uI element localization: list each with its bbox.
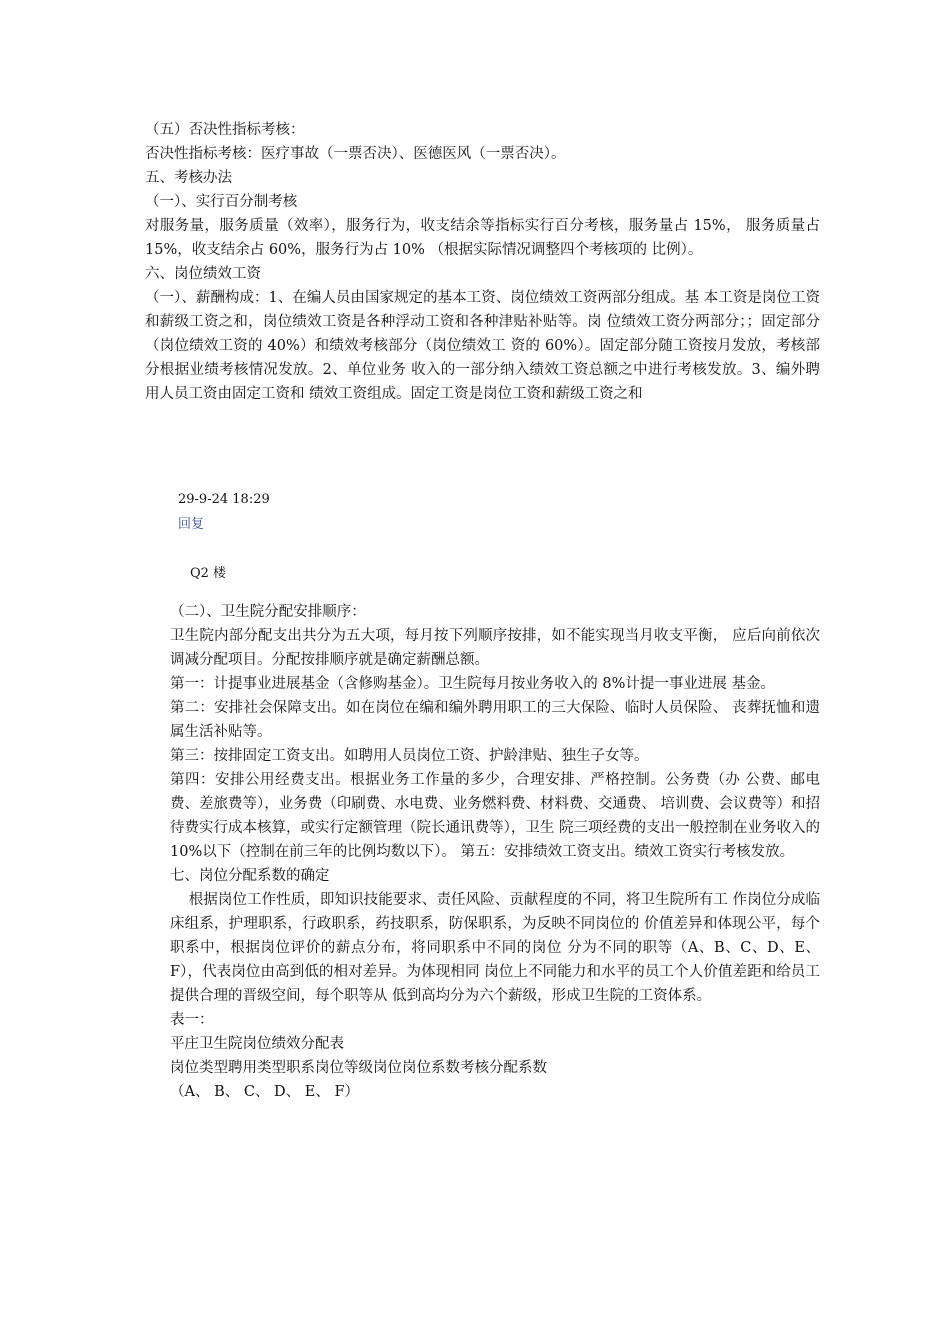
reply-link[interactable]: 回复 (178, 517, 205, 532)
heading-veto-indicator: （五）否决性指标考核： (145, 122, 305, 138)
heading-percentage-assessment: （一）、实行百分制考核 (145, 194, 298, 210)
table-header-row: 岗位类型聘用类型职系岗位等级岗位岗位系数考核分配系数 (170, 1060, 547, 1076)
paragraph-step-four-five: 第四：安排公用经费支出。根据业务工作量的多少，合理安排、严格控制。公务费（办 公费、邮电费、差旅费等），业务费（印刷费、水电费、业务燃料费、材料费、交通费、 培训费、会议费等）和招待费实行成本核算，或实行定额管理（院长通讯费等），卫生 院三项经费的支出一般控制在业务收入的 10%以下（控制在前三年的比例均数以下）。 第五：安排绩效工资支出。绩效工资实行考核发放。 (170, 772, 820, 860)
heading-distribution-order: （二）、卫生院分配安排顺序： (170, 604, 366, 620)
paragraph-salary-composition: （一）、薪酬构成：1、在编人员由国家规定的基本工资、岗位绩效工资两部分组成。基 本工资是岗位工资和薪级工资之和，岗位绩效工资是各种浮动工资和各种津贴补贴等。岗 位绩效工资分两部分；；固定部分（岗位绩效工资的 40%）和绩效考核部分（岗位绩效工 资的 60%）。固定部分随工资按月发放，考核部分根据业绩考核情况发放。2、单位业务 收入的一部分纳入绩效工资总额之中进行考核发放。3、编外聘用人员工资由固定工资和 绩效工资组成。固定工资是岗位工资和薪级工资之和 (145, 290, 820, 402)
paragraph-coefficient: 根据岗位工作性质，即知识技能要求、责任风险、贡献程度的不同，将卫生院所有工 作岗位分成临床组系，护理职系，行政职系，药技职系，防保职系，为反映不同岗位的 价值差异和体现公平，每个职系中，根据岗位评价的薪点分布，将同职系中不同的岗位 分为不同的职等（A、B、C、D、E、F），代表岗位由高到低的相对差异。为体现相同 岗位上不同能力和水平的员工个人价值差距和给员工提供合理的晋级空间，每个职等从 低到高均分为六个薪级，形成卫生院的工资体系。 (170, 892, 820, 1004)
table-title: 平庄卫生院岗位绩效分配表 (170, 1036, 344, 1052)
paragraph-distribution-intro: 卫生院内部分配支出共分为五大项，每月按下列顺序按排，如不能实现当月收支平衡， 应后向前依次调减分配项目。分配按排顺序就是确定薪酬总额。 (170, 628, 820, 668)
paragraph-step-one: 第一：计提事业进展基金（含修购基金）。卫生院每月按业务收入的 8%计提一事业进展 基金。 (170, 676, 775, 692)
heading-coefficient: 七、岗位分配系数的确定 (170, 868, 330, 884)
heading-position-salary: 六、岗位绩效工资 (145, 266, 261, 282)
document-section-2 (170, 600, 820, 1104)
paragraph-step-three: 第三：按排固定工资支出。如聘用人员岗位工资、护龄津贴、独生子女等。 (170, 748, 649, 764)
heading-assessment-method: 五、考核办法 (145, 170, 232, 186)
paragraph-step-two: 第二：安排社会保障支出。如在岗位在编和编外聘用职工的三大保险、临时人员保险、 丧葬抚恤和遗属生活补贴等。 (170, 700, 820, 740)
document-section-1 (145, 118, 820, 406)
table-caption: 表一： (170, 1012, 214, 1028)
table-grade-row: （A、 B、 C、 D、 E、 F） (170, 1084, 360, 1100)
floor-label: Q2 楼 (190, 566, 227, 581)
paragraph-veto-indicator: 否决性指标考核：医疗事故（一票否决）、医德医风（一票否决）。 (145, 146, 566, 162)
paragraph-assessment-weights: 对服务量，服务质量（效率），服务行为，收支结余等指标实行百分考核，服务量占 15%， 服务质量占 15%，收支结余占 60%，服务行为占 10% （根据实际情况调整四个考核项的 比例）。 (145, 218, 820, 258)
post-timestamp: 29-9-24 18:29 (178, 492, 270, 507)
